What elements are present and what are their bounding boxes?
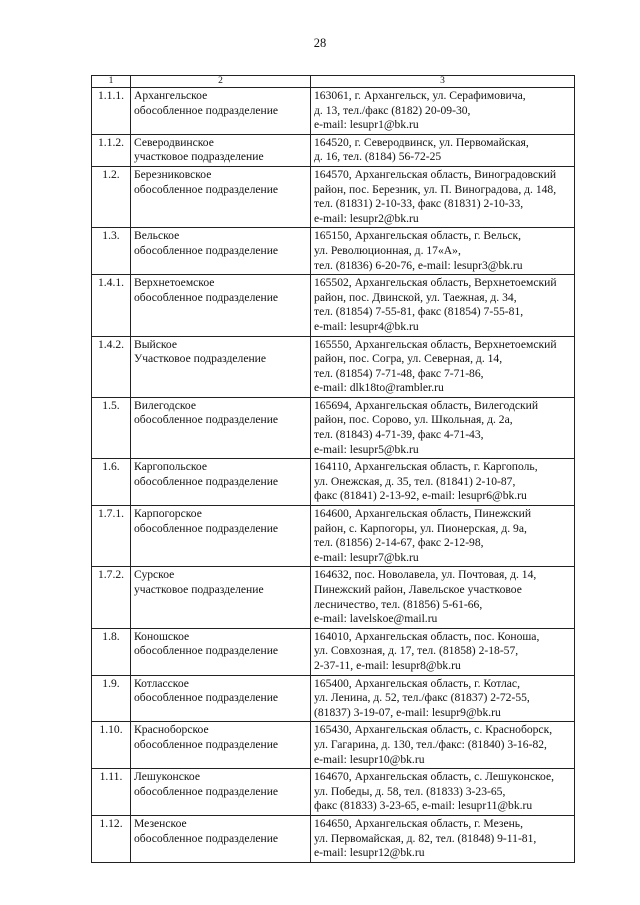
row-number: 1.12. bbox=[92, 815, 131, 862]
subdivision-name-cell bbox=[131, 675, 311, 722]
table-row bbox=[92, 397, 575, 458]
address-line: 164632, пос. Новолавела, ул. Почтовая, д. 14, bbox=[314, 568, 537, 582]
subdivision-name-line: Лешуконское bbox=[134, 770, 200, 784]
row-number: 1.9. bbox=[92, 675, 131, 722]
row-number: 1.8. bbox=[92, 628, 131, 675]
row-number: 1.1.2. bbox=[92, 134, 131, 166]
subdivision-name-line: обособленное подразделение bbox=[134, 243, 279, 257]
subdivision-name-cell bbox=[131, 628, 311, 675]
address-line: район, пос. Сорово, ул. Школьная, д. 2а, bbox=[314, 413, 513, 427]
address-contact-cell bbox=[311, 769, 575, 816]
address-line: тел. (81843) 4-71-39, факс 4-71-43, bbox=[314, 428, 484, 442]
subdivision-name-cell bbox=[131, 567, 311, 628]
subdivision-name-line: Северодвинское bbox=[134, 135, 214, 149]
row-number: 1.4.1. bbox=[92, 275, 131, 336]
address-contact-cell bbox=[311, 567, 575, 628]
address-contact-cell bbox=[311, 815, 575, 862]
table-row bbox=[92, 506, 575, 567]
subdivision-name-line: Выйское bbox=[134, 337, 178, 351]
row-number: 1.3. bbox=[92, 228, 131, 275]
address-line: e-mail: lesupr12@bk.ru bbox=[314, 846, 425, 860]
subdivision-name-line: Карпогорское bbox=[134, 507, 202, 521]
address-line: 164520, г. Северодвинск, ул. Первомайская, bbox=[314, 135, 529, 149]
address-line: д. 16, тел. (8184) 56-72-25 bbox=[314, 150, 442, 164]
row-number: 1.6. bbox=[92, 459, 131, 506]
subdivisions-table bbox=[91, 75, 575, 863]
row-number: 1.10. bbox=[92, 722, 131, 769]
address-contact-cell bbox=[311, 506, 575, 567]
address-contact-cell bbox=[311, 228, 575, 275]
subdivision-name-line: обособленное подразделение bbox=[134, 474, 279, 488]
subdivision-name-cell bbox=[131, 275, 311, 336]
address-line: (81837) 3-19-07, e-mail: lesupr9@bk.ru bbox=[314, 705, 501, 719]
address-contact-cell bbox=[311, 459, 575, 506]
table-row bbox=[92, 336, 575, 397]
address-line: e-mail: lesupr5@bk.ru bbox=[314, 442, 419, 456]
subdivision-name-cell bbox=[131, 815, 311, 862]
address-contact-cell bbox=[311, 675, 575, 722]
page-number: 28 bbox=[313, 36, 327, 50]
header-col-3: 3 bbox=[311, 76, 575, 88]
address-line: район, с. Карпогоры, ул. Пионерская, д. 9а, bbox=[314, 521, 527, 535]
table-row bbox=[92, 134, 575, 166]
subdivision-name-line: участковое подразделение bbox=[134, 583, 264, 596]
address-line: ул. Революционная, д. 17«А», bbox=[314, 243, 461, 257]
subdivision-name-line: обособленное подразделение bbox=[134, 691, 279, 705]
address-line: e-mail: dlk18to@rambler.ru bbox=[314, 381, 444, 395]
subdivision-name-line: обособленное подразделение bbox=[134, 413, 279, 427]
address-line: район, пос. Согра, ул. Северная, д. 14, bbox=[314, 352, 503, 366]
address-line: e-mail: lesupr10@bk.ru bbox=[314, 752, 425, 766]
table-row bbox=[92, 675, 575, 722]
subdivision-name-line: обособленное подразделение bbox=[134, 290, 279, 304]
row-number: 1.4.2. bbox=[92, 336, 131, 397]
subdivision-name-cell bbox=[131, 134, 311, 166]
address-line: 165550, Архангельская область, Верхнетоемский bbox=[314, 337, 557, 351]
address-line: e-mail: lesupr2@bk.ru bbox=[314, 211, 419, 225]
table-row bbox=[92, 567, 575, 628]
address-contact-cell bbox=[311, 336, 575, 397]
table-row bbox=[92, 228, 575, 275]
row-number: 1.7.2. bbox=[92, 567, 131, 628]
address-line: 165150, Архангельская область, г. Вельск, bbox=[314, 229, 522, 243]
subdivision-name-line: Верхнетоемское bbox=[134, 276, 215, 290]
table-row bbox=[92, 815, 575, 862]
subdivision-name-line: обособленное подразделение bbox=[134, 521, 279, 535]
subdivision-name-line: Вельское bbox=[134, 229, 180, 243]
subdivision-name-cell bbox=[131, 88, 311, 135]
address-line: 163061, г. Архангельск, ул. Серафимовича, bbox=[314, 89, 526, 102]
subdivision-name-line: обособленное подразделение bbox=[134, 784, 279, 798]
table-row bbox=[92, 275, 575, 336]
table-row bbox=[92, 722, 575, 769]
subdivision-name-line: Вилегодское bbox=[134, 398, 196, 412]
address-line: 2-37-11, e-mail: lesupr8@bk.ru bbox=[314, 658, 461, 672]
subdivision-name-line: Красноборское bbox=[134, 723, 209, 737]
table-body bbox=[92, 88, 575, 863]
address-line: ул. Победы, д. 58, тел. (81833) 3-23-65, bbox=[314, 784, 506, 798]
address-line: 164110, Архангельская область, г. Каргополь, bbox=[314, 460, 538, 474]
subdivision-name-line: обособленное подразделение bbox=[134, 103, 279, 117]
subdivision-name-line: Мезенское bbox=[134, 816, 187, 830]
subdivision-name-line: Участковое подразделение bbox=[134, 352, 267, 366]
address-contact-cell bbox=[311, 397, 575, 458]
address-line: 164570, Архангельская область, Виноградовский bbox=[314, 167, 557, 181]
address-line: факс (81841) 2-13-92, e-mail: lesupr6@bk.ru bbox=[314, 489, 527, 503]
address-line: тел. (81854) 7-71-48, факс 7-71-86, bbox=[314, 366, 484, 380]
subdivision-name-cell bbox=[131, 506, 311, 567]
address-contact-cell bbox=[311, 166, 575, 227]
subdivision-name-line: обособленное подразделение bbox=[134, 737, 279, 751]
subdivision-name-cell bbox=[131, 166, 311, 227]
subdivision-name-cell bbox=[131, 397, 311, 458]
row-number: 1.5. bbox=[92, 397, 131, 458]
address-line: 164010, Архангельская область, пос. Коноша, bbox=[314, 629, 540, 643]
subdivision-name-cell bbox=[131, 228, 311, 275]
address-line: тел. (81836) 6-20-76, e-mail: lesupr3@bk.ru bbox=[314, 258, 523, 272]
address-line: e-mail: lavelskoe@mail.ru bbox=[314, 612, 438, 626]
subdivision-name-line: обособленное подразделение bbox=[134, 182, 279, 196]
address-line: 165400, Архангельская область, г. Котлас, bbox=[314, 676, 520, 690]
address-line: ул. Гагарина, д. 130, тел./факс: (81840) 3-16-82, bbox=[314, 737, 547, 751]
address-line: ул. Первомайская, д. 82, тел. (81848) 9-11-81, bbox=[314, 831, 537, 845]
address-contact-cell bbox=[311, 88, 575, 135]
subdivision-name-line: Сурское bbox=[134, 568, 175, 582]
address-line: 165694, Архангельская область, Вилегодский bbox=[314, 398, 539, 412]
address-contact-cell bbox=[311, 134, 575, 166]
address-line: e-mail: lesupr7@bk.ru bbox=[314, 550, 419, 564]
address-line: 165502, Архангельская область, Верхнетоемский bbox=[314, 276, 557, 290]
subdivision-name-line: участковое подразделение bbox=[134, 150, 264, 164]
address-line: ул. Ленина, д. 52, тел./факс (81837) 2-72-55, bbox=[314, 691, 530, 705]
subdivision-name-line: обособленное подразделение bbox=[134, 831, 279, 845]
address-line: тел. (81856) 2-14-67, факс 2-12-98, bbox=[314, 536, 484, 550]
address-line: Пинежский район, Лавельское участковое bbox=[314, 583, 522, 596]
table-header-row bbox=[92, 76, 575, 88]
subdivision-name-line: Каргопольское bbox=[134, 460, 207, 474]
table-row bbox=[92, 166, 575, 227]
address-line: ул. Онежская, д. 35, тел. (81841) 2-10-87, bbox=[314, 474, 516, 488]
address-line: e-mail: lesupr4@bk.ru bbox=[314, 319, 419, 333]
address-line: 165430, Архангельская область, с. Красноборск, bbox=[314, 723, 553, 737]
table-row bbox=[92, 769, 575, 816]
header-col-1: 1 bbox=[92, 76, 131, 88]
address-line: 164650, Архангельская область, г. Мезень, bbox=[314, 816, 523, 830]
address-line: д. 13, тел./факс (8182) 20-09-30, bbox=[314, 103, 471, 117]
address-contact-cell bbox=[311, 275, 575, 336]
row-number: 1.2. bbox=[92, 166, 131, 227]
subdivision-name-cell bbox=[131, 769, 311, 816]
address-contact-cell bbox=[311, 722, 575, 769]
table-row bbox=[92, 459, 575, 506]
subdivision-name-cell bbox=[131, 722, 311, 769]
subdivision-name-cell bbox=[131, 336, 311, 397]
subdivision-name-line: Березниковское bbox=[134, 167, 212, 181]
subdivision-name-cell bbox=[131, 459, 311, 506]
subdivision-name-line: обособленное подразделение bbox=[134, 644, 279, 658]
row-number: 1.11. bbox=[92, 769, 131, 816]
address-line: тел. (81854) 7-55-81, факс (81854) 7-55-81, bbox=[314, 305, 524, 319]
subdivision-name-line: Котласское bbox=[134, 676, 189, 690]
header-col-2: 2 bbox=[131, 76, 311, 88]
address-line: 164600, Архангельская область, Пинежский bbox=[314, 507, 532, 521]
subdivision-name-line: Коношское bbox=[134, 629, 190, 643]
address-line: тел. (81831) 2-10-33, факс (81831) 2-10-33, bbox=[314, 197, 524, 211]
address-line: район, пос. Двинской, ул. Таежная, д. 34, bbox=[314, 290, 517, 304]
address-contact-cell bbox=[311, 628, 575, 675]
address-line: факс (81833) 3-23-65, e-mail: lesupr11@bk.ru bbox=[314, 799, 533, 813]
row-number: 1.1.1. bbox=[92, 88, 131, 135]
table-row bbox=[92, 628, 575, 675]
address-line: район, пос. Березник, ул. П. Виноградова, д. 148, bbox=[314, 182, 557, 196]
subdivision-name-line: Архангельское bbox=[134, 89, 208, 102]
row-number: 1.7.1. bbox=[92, 506, 131, 567]
address-line: лесничество, тел. (81856) 5-61-66, bbox=[314, 597, 483, 611]
address-line: ул. Совхозная, д. 17, тел. (81858) 2-18-57, bbox=[314, 644, 519, 658]
address-line: e-mail: lesupr1@bk.ru bbox=[314, 118, 419, 132]
address-line: 164670, Архангельская область, с. Лешуконское, bbox=[314, 770, 554, 784]
table-row bbox=[92, 88, 575, 135]
